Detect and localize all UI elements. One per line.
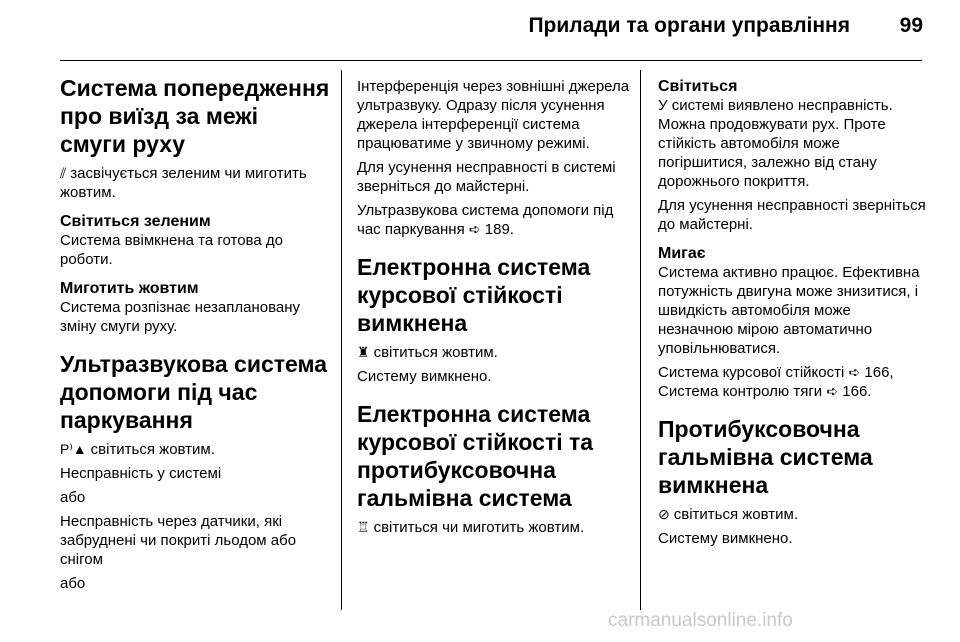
- paragraph: Система ввімкнена та готова до роботи.: [60, 232, 283, 268]
- paragraph: Ультразвукова система допомоги під час паркування ➪ 189.: [357, 202, 614, 238]
- column-divider-2: [640, 70, 641, 610]
- paragraph: Несправність у системі: [60, 465, 222, 482]
- section-title-lane-departure: Система попередження про виїзд за межі смуги руху: [60, 75, 330, 157]
- column-divider-1: [341, 70, 342, 610]
- subheading-lit: Світиться: [658, 78, 738, 95]
- section-title-esc-tc: Електронна система курсової стійкості та протибуксовочна гальмівна система: [357, 401, 594, 511]
- column-2: [357, 77, 632, 542]
- tc-off-icon: ⊘: [658, 506, 670, 522]
- page-ref-arrow-icon: ➪: [826, 383, 839, 399]
- paragraph: Несправність через датчики, які забруднені чи покриті льодом або снігом: [60, 513, 297, 568]
- paragraph: або: [60, 489, 86, 506]
- paragraph: ⫽ засвічується зеленим чи миготить жовтим.: [60, 165, 307, 201]
- paragraph: Система розпізнає незаплановану зміну смуги руху.: [60, 299, 301, 335]
- lane-departure-icon: ⫽: [60, 165, 67, 181]
- page-ref-arrow-icon: ➪: [848, 364, 861, 380]
- page-number: 99: [899, 14, 923, 37]
- header-divider: [60, 60, 922, 61]
- paragraph: Система курсової стійкості ➪ 166, Система контролю тяги ➪ 166.: [658, 364, 894, 400]
- paragraph: ♜ світиться жовтим.: [357, 344, 498, 361]
- paragraph: Інтерференція через зовнішні джерела ультразвуку. Одразу після усунення джерела інтерференції система працюватиме у звичному режимі.: [357, 78, 630, 152]
- esc-icon: ♖: [357, 519, 370, 535]
- paragraph: Систему вимкнено.: [658, 530, 793, 547]
- esc-off-icon: ♜: [357, 344, 370, 360]
- paragraph: Систему вимкнено.: [357, 368, 492, 385]
- subheading-flashing: Мигає: [658, 245, 706, 262]
- column-3: [658, 77, 928, 553]
- paragraph: Для усунення несправності зверніться до майстерні.: [658, 197, 926, 233]
- subheading-yellow: Миготить жовтим: [60, 280, 199, 297]
- paragraph: Для усунення несправності в системі зверніться до майстерні.: [357, 159, 616, 195]
- paragraph: ♖ світиться чи миготить жовтим.: [357, 519, 585, 536]
- watermark: carmanualsonline.info: [608, 610, 793, 631]
- paragraph: У системі виявлено несправність. Можна продовжувати рух. Проте стійкість автомобіля може погіршитися, залежно від стану дорожнього покриття.: [658, 97, 893, 190]
- section-title-tc-off: Протибуксовочна гальмівна система вимкнена: [658, 416, 873, 498]
- section-title-esc-off: Електронна система курсової стійкості вимкнена: [357, 254, 591, 336]
- paragraph: P⁾▲ світиться жовтим.: [60, 441, 215, 458]
- section-title-park-assist: Ультразвукова система допомоги під час паркування: [60, 351, 328, 433]
- column-1: [60, 74, 330, 598]
- park-assist-icon: P⁾▲: [60, 441, 87, 457]
- paragraph: ⊘ світиться жовтим.: [658, 506, 799, 523]
- subheading-green: Світиться зеленим: [60, 213, 211, 230]
- page-header-title: Прилади та органи управління: [528, 14, 850, 37]
- page-ref-arrow-icon: ➪: [468, 221, 481, 237]
- paragraph: або: [60, 575, 86, 592]
- paragraph: Система активно працює. Ефективна потужність двигуна може знизитися, і швидкість автомобіля може незначною мірою автоматично уповільнюватися.: [658, 264, 920, 357]
